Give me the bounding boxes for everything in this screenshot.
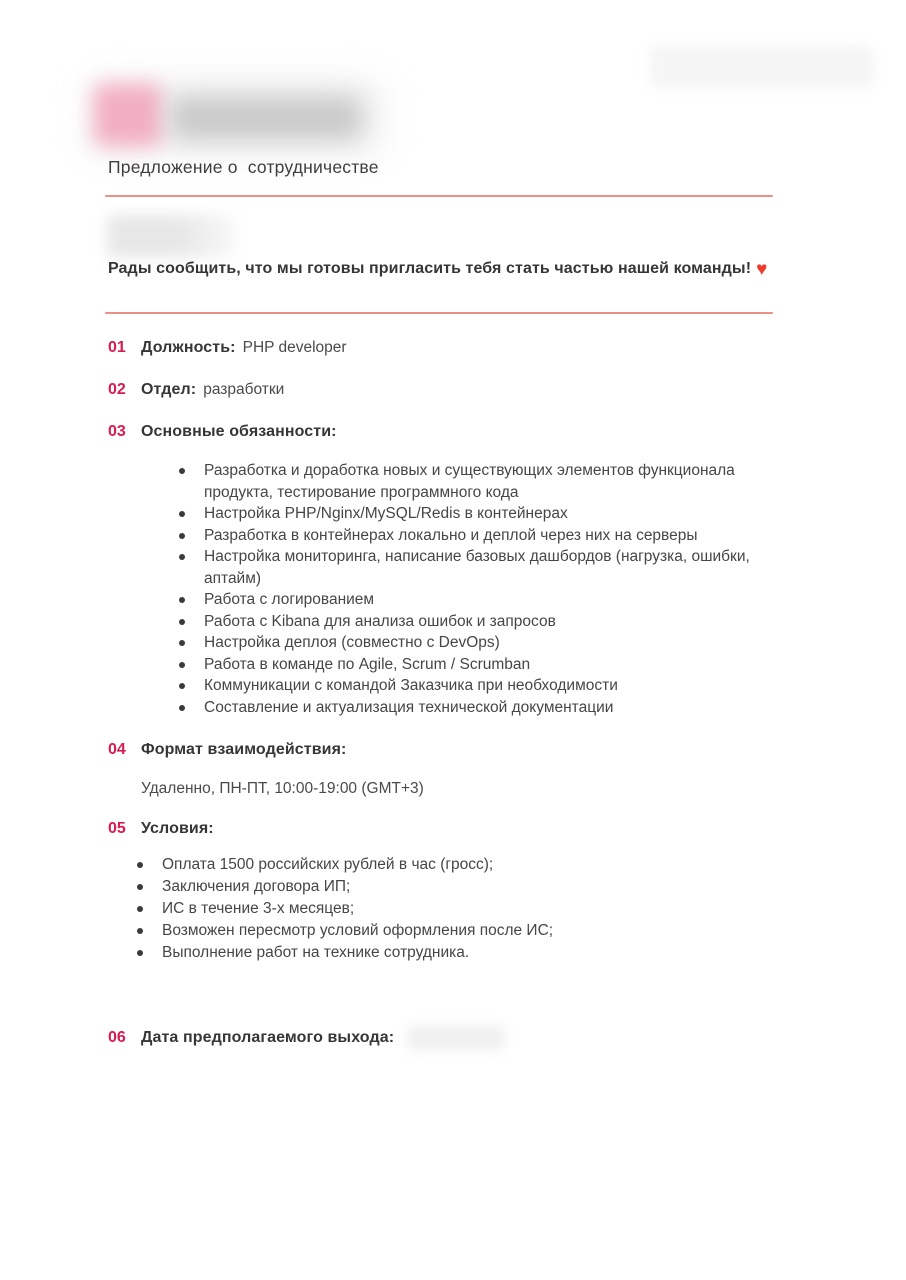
section-value: PHP developer	[242, 339, 347, 356]
list-item	[178, 460, 750, 503]
responsibilities-list	[178, 460, 750, 718]
bullet-icon	[137, 928, 143, 934]
greeting-label: Рады сообщить, что мы готовы пригласить тебя стать частью нашей команды!	[108, 260, 752, 277]
bullet-icon	[179, 511, 185, 517]
list-item-text: Работа с логированием	[204, 591, 375, 608]
list-item-text: Настройка PHP/Nginx/MySQL/Redis в контейнерах	[204, 505, 568, 522]
list-item-text: Выполнение работ на технике сотрудника.	[162, 944, 470, 961]
start-date-redacted	[408, 1026, 504, 1050]
bullet-icon	[179, 533, 185, 539]
section-responsibilities	[0, 422, 906, 442]
list-item	[136, 854, 756, 876]
section-number: 06	[108, 1029, 126, 1046]
section-label: Условия:	[141, 820, 214, 837]
list-item	[178, 654, 750, 676]
section-start-date	[0, 1026, 906, 1050]
heart-icon: ♥	[756, 259, 768, 280]
bullet-icon	[179, 597, 185, 603]
list-item-text: Возможен пересмотр условий оформления после ИС;	[162, 922, 554, 939]
list-item	[178, 632, 750, 654]
list-item-text: Составление и актуализация технической документации	[204, 698, 614, 716]
list-item	[136, 920, 756, 942]
page-title: Предложение о сотрудничестве	[108, 157, 379, 177]
logo-wordmark-redacted	[170, 96, 362, 140]
bullet-icon	[179, 468, 185, 474]
list-item	[178, 589, 750, 611]
divider-line	[105, 312, 773, 314]
bullet-icon	[179, 705, 185, 711]
bullet-icon	[179, 619, 185, 625]
section-label: Отдел:	[141, 381, 197, 398]
list-item-text: Настройка мониторинга, написание базовых дашбордов (нагрузка, ошибки, аптайм)	[204, 548, 750, 587]
section-label: Формат взаимодействия:	[141, 741, 347, 758]
bullet-icon	[137, 884, 143, 890]
list-item	[178, 611, 750, 633]
list-item-text: Заключения договора ИП;	[162, 878, 351, 895]
list-item-text: Работа с Kibana для анализа ошибок и запросов	[204, 612, 556, 630]
section-label: Основные обязанности:	[141, 423, 337, 440]
conditions-list	[136, 854, 756, 964]
bullet-icon	[179, 683, 185, 689]
section-value: разработки	[203, 381, 285, 398]
list-item-text: Коммуникации с командой Заказчика при необходимости	[204, 677, 618, 694]
work-format-value: Удаленно, ПН-ПТ, 10:00-19:00 (GMT+3)	[141, 780, 424, 797]
list-item-text: Разработка и доработка новых и существующих элементов функционала продукта, тестирование программного кода	[204, 462, 735, 501]
divider-line	[105, 195, 773, 197]
list-item	[136, 876, 756, 898]
list-item	[136, 898, 756, 920]
logo-mark-redacted	[94, 84, 162, 146]
list-item-text: Работа в команде по Agile, Scrum / Scrumban	[204, 655, 531, 673]
section-label: Должность:	[141, 339, 236, 356]
offer-details	[0, 326, 906, 1050]
section-number: 01	[108, 339, 126, 356]
list-item-text: Разработка в контейнерах локально и деплой через них на серверы	[204, 526, 698, 544]
list-item-text: ИС в течение 3-х месяцев;	[162, 900, 355, 917]
section-number: 04	[108, 741, 126, 758]
list-item	[178, 697, 750, 719]
section-number: 05	[108, 820, 126, 837]
bullet-icon	[179, 640, 185, 646]
bullet-icon	[137, 862, 143, 868]
bullet-icon	[179, 554, 185, 560]
section-conditions	[0, 819, 906, 839]
section-label: Дата предполагаемого выхода:	[141, 1029, 395, 1046]
greeting-text	[108, 259, 768, 281]
list-item	[178, 503, 750, 525]
bullet-icon	[137, 906, 143, 912]
section-number: 03	[108, 423, 126, 440]
list-item	[136, 942, 756, 964]
list-item	[178, 675, 750, 697]
list-item	[178, 546, 750, 589]
redacted-header-block	[650, 46, 874, 88]
list-item	[178, 525, 750, 547]
bullet-icon	[137, 950, 143, 956]
bullet-icon	[179, 662, 185, 668]
section-work-format	[0, 740, 906, 760]
recipient-name-redacted	[107, 215, 235, 257]
section-number: 02	[108, 381, 126, 398]
list-item-text: Оплата 1500 российских рублей в час (гросс);	[162, 856, 494, 873]
list-item-text: Настройка деплоя (совместно с DevOps)	[204, 634, 500, 651]
section-position	[0, 338, 906, 358]
section-department	[0, 380, 906, 400]
